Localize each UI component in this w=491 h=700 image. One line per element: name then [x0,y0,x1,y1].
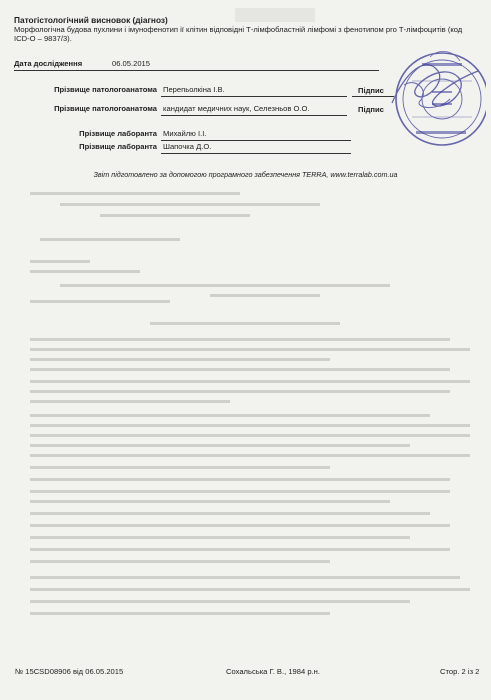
lab-assistant-1-field [161,128,351,141]
lab-assistant-2-name: Шапочка Д.О. [163,142,212,151]
pathologist-1-row [40,84,157,96]
pathologist-1-name: Перепьолкіна І.В. [163,85,225,94]
software-note: Звіт підготовлено за допомогою програмного забезпечення TERRA, www.terralab.com.ua [93,170,398,179]
pathologist-1-label: Прізвище патологоанатома [54,85,157,94]
diagnosis-title: Патогістологічний висновок (діагноз) [14,15,168,25]
pathologist-1-field [161,84,347,97]
pathologist-2-label: Прізвище патологоанатома [54,104,157,113]
study-date-row [14,58,379,71]
study-date-value: 06.05.2015 [112,59,151,68]
lab-assistant-1-row [40,128,157,140]
official-stamp-image [386,41,486,153]
lab-assistant-2-field [161,141,351,154]
patient-name: Сохальська Г. В., 1984 р.н. [226,667,320,676]
document-number: № 15CSD08906 від 06.05.2015 [15,667,124,676]
pathologist-2-signature-label: Підпис [358,105,384,114]
pathologist-1-signature-label: Підпис [358,86,384,95]
page-indicator: Стор. 2 із 2 [440,667,480,676]
study-date-label: Дата дослідження [14,59,83,68]
pathologist-2-name: кандидат медичних наук, Селезньов О.О. [163,104,310,113]
pathologist-2-row [40,103,157,115]
lab-assistant-2-label: Прізвище лаборанта [79,142,157,151]
lab-assistant-1-label: Прізвище лаборанта [79,129,157,138]
lab-assistant-1-name: Михайлю І.І. [163,129,207,138]
lab-assistant-2-row [40,141,157,153]
diagnosis-text: Морфологічна будова пухлини і імунофенотип ії клітин відповідні Т-лімфобластній лімфомі з фенотипом pro Т-лімфоцитів (код ICD-O – 9837/3). [14,25,463,44]
pathologist-2-field [161,103,347,116]
